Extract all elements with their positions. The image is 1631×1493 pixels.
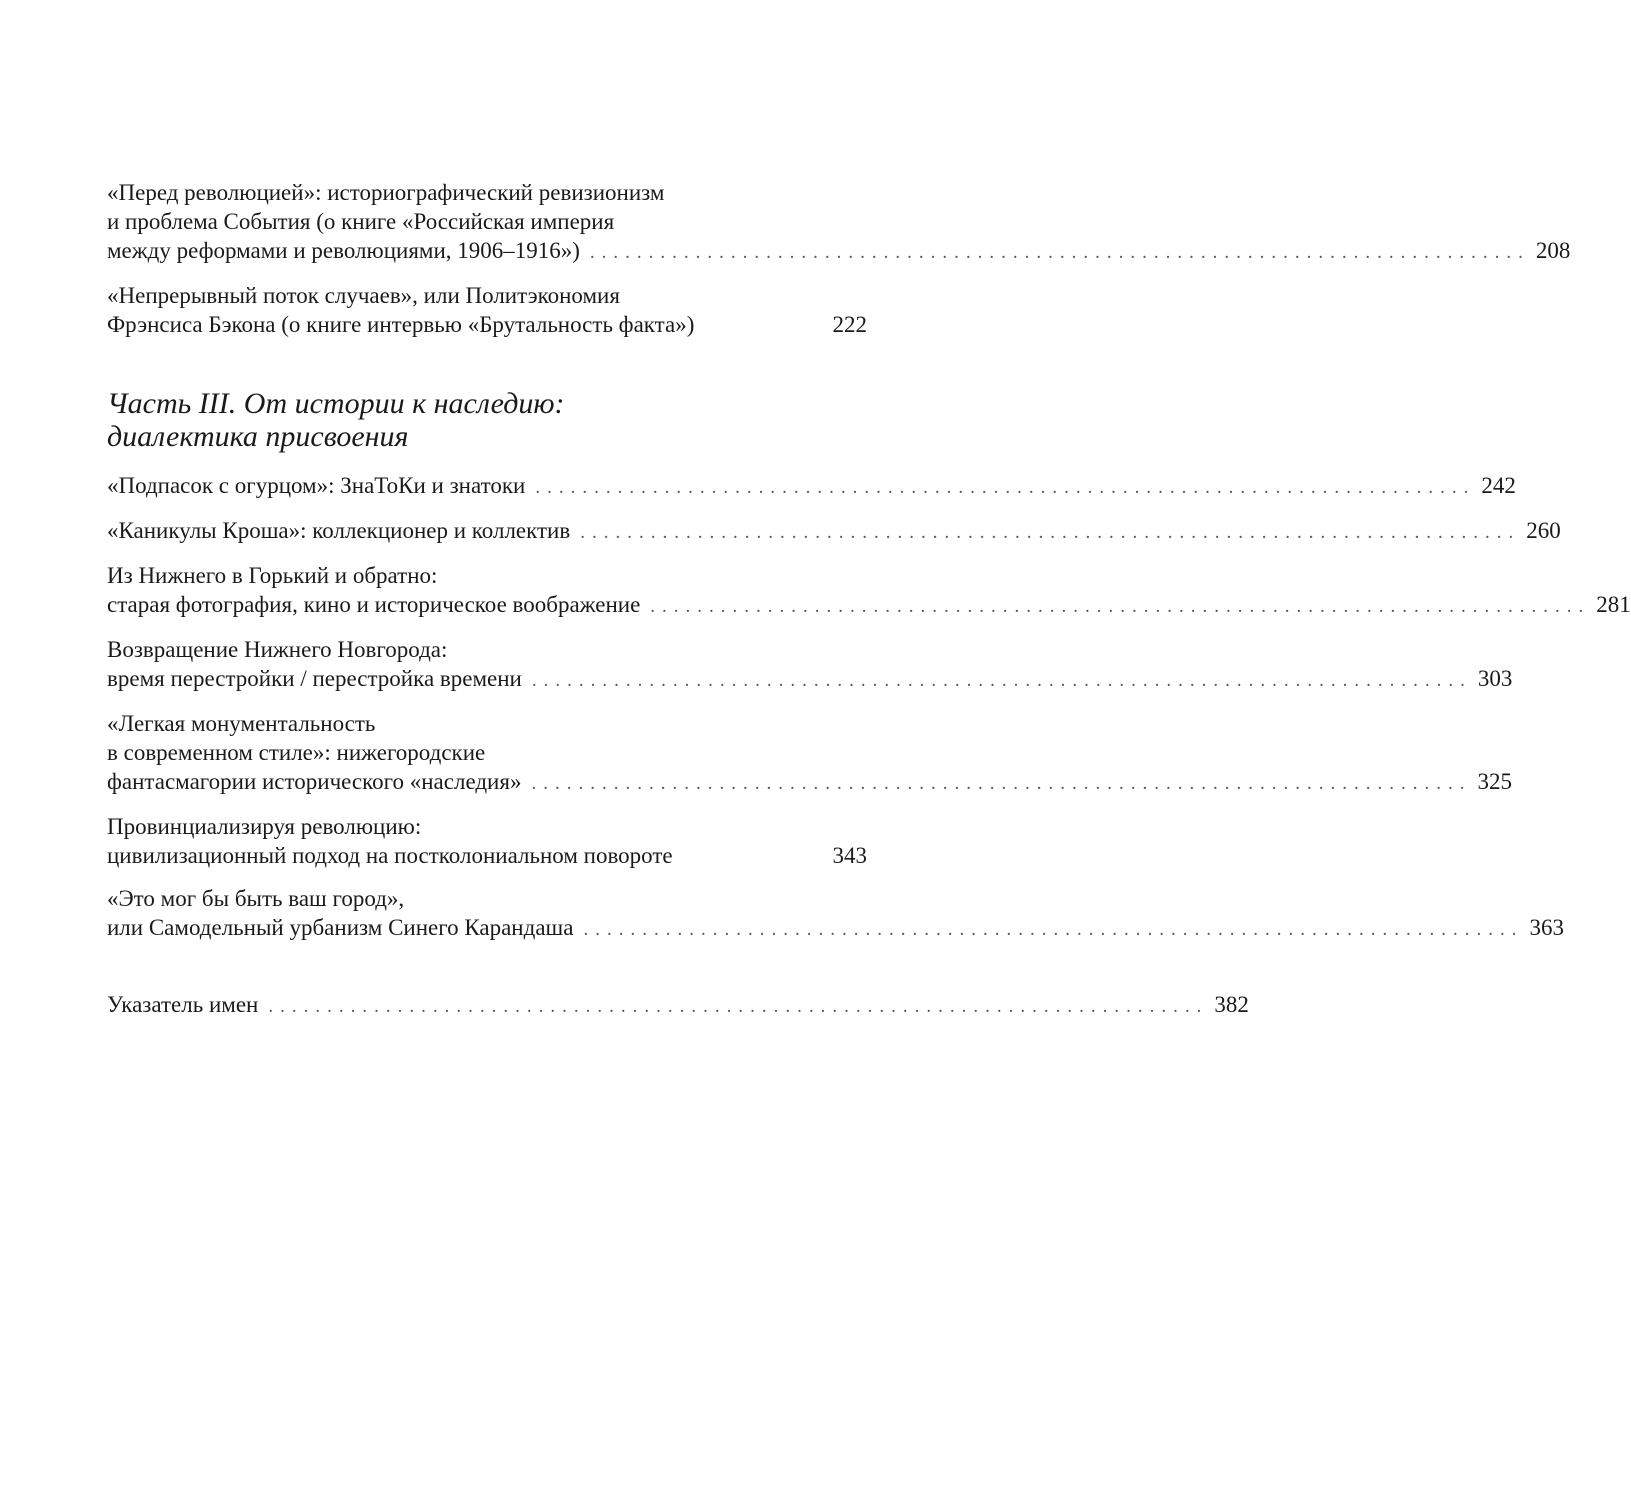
- toc-entry-return-of-nizhny: [107, 635, 1513, 695]
- toc-entry-text: или Самодельный урбанизм Синего Карандаша: [107, 915, 574, 940]
- toc-entry-continuous-flow: [107, 281, 867, 339]
- toc-entry-text: время перестройки / перестройка времени: [107, 666, 522, 691]
- toc-entry-text: Фрэнсиса Бэкона (о книге интервью «Брутальность факта»): [107, 312, 695, 337]
- toc-entry-light-monumentality: [107, 709, 1512, 798]
- dot-leader: ................................................................................: [531, 773, 1472, 794]
- part-three-title: [107, 387, 867, 453]
- toc-entry-could-be-your-city: [107, 884, 1564, 944]
- toc-entry-text: старая фотография, кино и историческое воображение: [107, 592, 641, 617]
- toc-entry-last-line: [107, 471, 1516, 502]
- toc-entry-last-line: [107, 841, 867, 870]
- page-number: 242: [1481, 473, 1516, 498]
- toc-entry-line: и проблема События (о книге «Российская империя: [107, 209, 615, 234]
- dot-leader: ................................................................................: [650, 596, 1591, 617]
- toc-entry-line: «Перед революцией»: историографический ревизионизм: [107, 180, 665, 205]
- toc-entry-last-line: [107, 516, 1561, 547]
- part-title-line: Часть III. От истории к наследию:: [107, 387, 565, 420]
- toc-entry-line: в современном стиле»: нижегородские: [107, 740, 486, 765]
- toc-entry-line: «Легкая монументальность: [107, 711, 376, 736]
- toc-entry-text: цивилизационный подход на постколониальном повороте: [107, 843, 673, 868]
- toc-entry-last-line: [107, 913, 1564, 944]
- toc-entry-text: между реформами и революциями, 1906–1916»): [107, 238, 580, 263]
- toc-entry-shepherd-boy: [107, 471, 1516, 502]
- toc-entry-line: Возвращение Нижнего Новгорода:: [107, 637, 448, 662]
- toc-entry-line: Провинциализируя революцию:: [107, 814, 422, 839]
- page-number: 382: [1214, 992, 1249, 1017]
- page-number: 303: [1477, 666, 1513, 691]
- table-of-contents: [107, 178, 1631, 1035]
- toc-entry-last-line: [107, 236, 1571, 267]
- dot-leader: ................................................................................: [531, 670, 1472, 691]
- toc-entry-text: Указатель имен: [107, 992, 259, 1017]
- toc-entry-last-line: [107, 310, 867, 339]
- dot-leader: ................................................................................: [535, 477, 1476, 498]
- dot-leader: ................................................................................: [589, 242, 1530, 263]
- toc-entry-text: «Каникулы Кроша»: коллекционер и коллектив: [107, 518, 571, 543]
- dot-leader: ................................................................................: [268, 996, 1209, 1017]
- toc-entry-text: фантасмагории исторического «наследия»: [107, 769, 522, 794]
- toc-entry-text: «Подпасок с огурцом»: ЗнаТоКи и знатоки: [107, 473, 526, 498]
- page-number: 281: [1596, 592, 1631, 617]
- toc-entry-name-index: [107, 990, 1249, 1021]
- page-number: 343: [832, 843, 867, 868]
- page-number: 325: [1477, 769, 1512, 794]
- toc-entry-nizhny-to-gorky: [107, 561, 1631, 621]
- part-title-line: диалектика присвоения: [107, 420, 409, 453]
- page-number: 208: [1535, 238, 1571, 263]
- toc-entry-before-revolution: [107, 178, 1571, 267]
- toc-entry-last-line: [107, 767, 1512, 798]
- toc-entry-line: «Непрерывный поток случаев», или Политэкономия: [107, 283, 620, 308]
- toc-entry-provincializing-revolution: [107, 812, 867, 870]
- toc-entry-last-line: [107, 990, 1249, 1021]
- toc-entry-last-line: [107, 590, 1631, 621]
- page-number: 363: [1529, 915, 1564, 940]
- page-number: 222: [832, 312, 867, 337]
- toc-entry-line: «Это мог бы быть ваш город»,: [107, 886, 405, 911]
- toc-entry-krosh-holidays: [107, 516, 1561, 547]
- dot-leader: ................................................................................: [583, 919, 1524, 940]
- toc-entry-last-line: [107, 664, 1513, 695]
- page-number: 260: [1526, 518, 1561, 543]
- toc-entry-line: Из Нижнего в Горький и обратно:: [107, 563, 438, 588]
- dot-leader: ................................................................................: [580, 522, 1521, 543]
